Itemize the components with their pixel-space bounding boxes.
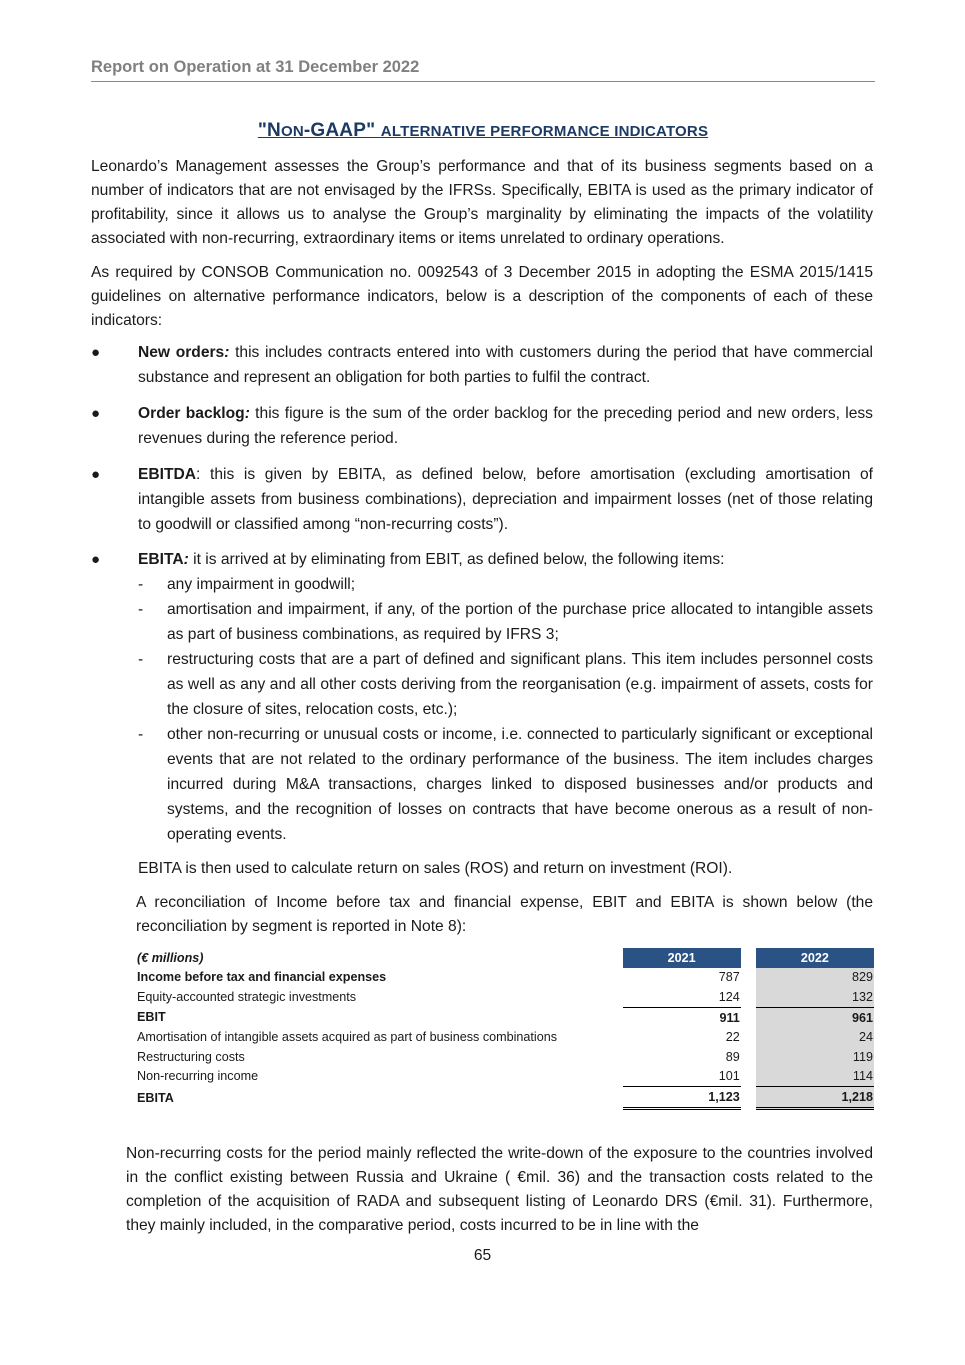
- reconciliation-table: [136, 948, 874, 1110]
- table-total-row: [136, 1086, 874, 1110]
- bullet-text: it is arrived at by eliminating from EBIT, as defined below, the following items:: [188, 551, 725, 568]
- title-small-caps-1: ON: [280, 123, 304, 140]
- value-2022: 24: [756, 1027, 874, 1047]
- bullet-sep: :: [196, 466, 201, 483]
- table-row: [136, 1067, 874, 1087]
- bullet-new-orders: [91, 340, 873, 390]
- bullet-dot: ●: [91, 466, 101, 483]
- bullet-ebita: [91, 547, 873, 572]
- value-2021: 787: [718, 970, 740, 985]
- dash-marker: -: [138, 726, 144, 743]
- bullet-term: New orders: [138, 344, 225, 361]
- bullet-ebitda: [91, 462, 873, 537]
- bullet-term: Order backlog: [138, 405, 245, 422]
- bullet-dot: ●: [91, 344, 101, 361]
- col-header-2022: 2022: [756, 948, 874, 968]
- value-2022: 1,218: [756, 1086, 874, 1110]
- ebita-note: EBITA is then used to calculate return on sales (ROS) and return on investment (ROI).: [138, 860, 733, 877]
- value-2021: 911: [623, 1007, 741, 1028]
- section-title: [91, 120, 875, 142]
- bullet-text: this is given by EBITA, as defined below, before amortisation (excluding amortisation of intangible assets from business combinations), depreciation and impairment losses (net of those relating to goodwill or classified among “non-recurring costs”).: [138, 466, 873, 533]
- bullet-sep: :: [244, 405, 250, 422]
- bullet-dot: ●: [91, 405, 101, 422]
- table-row: [136, 1047, 874, 1067]
- row-label: Amortisation of intangible assets acquired as part of business combinations: [137, 1030, 558, 1045]
- bullet-term: EBITA: [138, 551, 184, 568]
- bullet-sep: :: [224, 344, 230, 361]
- row-label: Restructuring costs: [137, 1049, 245, 1064]
- sub-item-restructuring: [138, 647, 873, 722]
- report-header: Report on Operation at 31 December 2022: [91, 58, 875, 82]
- title-mid: -GAAP": [303, 120, 381, 141]
- sub-item-text: restructuring costs that are a part of defined and significant plans. This item includes personnel costs as well as any and all other costs deriving from the reorganisation (e.g. impairment of assets, costs for the closure of sites, relocation costs, etc.);: [167, 651, 873, 718]
- table-row: [136, 1027, 874, 1047]
- sub-item-text: other non-recurring or unusual costs or income, i.e. connected to particularly significant or exceptional events that are not related to the ordinary performance of the business. The item includes charges incurred during M&A transactions, charges linked to disposed businesses and/or products and systems, and the recognition of losses on contracts that have become onerous as a result of non-operating events.: [167, 726, 873, 843]
- value-2022: 114: [756, 1067, 874, 1087]
- value-2022: 961: [756, 1007, 874, 1028]
- sub-item-text: any impairment in goodwill;: [167, 576, 356, 593]
- value-2021: 124: [718, 989, 740, 1004]
- sub-item-goodwill: [138, 572, 873, 597]
- bullet-sep: :: [183, 551, 189, 568]
- page-number: 65: [473, 1247, 492, 1264]
- sub-item-text: amortisation and impairment, if any, of the portion of the purchase price allocated to intangible assets as part of business combinations, as required by IFRS 3;: [167, 601, 873, 643]
- title-prefix: "N: [257, 120, 281, 141]
- table-row: [136, 1007, 874, 1028]
- value-2021: 101: [718, 1069, 740, 1084]
- value-2021: 1,123: [623, 1086, 741, 1110]
- sub-item-non-recurring: [138, 722, 873, 847]
- consob-paragraph: As required by CONSOB Communication no. 0092543 of 3 December 2015 in adopting the ESMA 2015/1415 guidelines on alternative performance indicators, below is a description of the components of each of these indicators:: [91, 264, 873, 329]
- dash-marker: -: [138, 576, 144, 593]
- table-row: [136, 968, 874, 988]
- value-2022: 119: [756, 1047, 874, 1067]
- dash-marker: -: [138, 601, 144, 618]
- row-label: Income before tax and financial expenses: [137, 970, 387, 985]
- bullet-term: EBITDA: [138, 466, 197, 483]
- sub-item-amortisation: [138, 597, 873, 647]
- unit-label: (€ millions): [137, 950, 204, 965]
- title-small-caps-2: ALTERNATIVE PERFORMANCE INDICATORS: [380, 123, 709, 140]
- value-2021: 89: [725, 1049, 740, 1064]
- intro-paragraph: Leonardo’s Management assesses the Group’s performance and that of its business segments based on a number of indicators that are not envisaged by the IFRSs. Specifically, EBITA is used as the primary indicator of profitability, since it allows us to analyse the Group’s marginality by eliminating the impacts of the volatility associated with non-recurring, extraordinary items or items unrelated to ordinary operations.: [91, 158, 873, 247]
- table-header-row: [136, 948, 874, 968]
- row-label: EBITA: [137, 1090, 174, 1105]
- dash-marker: -: [138, 651, 144, 668]
- table-row: [136, 987, 874, 1007]
- value-2021: 22: [725, 1030, 740, 1045]
- col-header-2021: 2021: [623, 948, 741, 968]
- bullet-text: this figure is the sum of the order backlog for the preceding period and new orders, less revenues during the reference period.: [138, 405, 873, 447]
- reconciliation-intro: A reconciliation of Income before tax and financial expense, EBIT and EBITA is shown below (the reconciliation by segment is reported in Note 8):: [136, 894, 873, 935]
- value-2022: 132: [756, 987, 874, 1007]
- row-label: EBIT: [137, 1010, 166, 1025]
- bullet-dot: ●: [91, 551, 101, 568]
- row-label: Non-recurring income: [137, 1069, 259, 1084]
- bullet-order-backlog: [91, 401, 873, 451]
- row-label: Equity-accounted strategic investments: [137, 989, 357, 1004]
- value-2022: 829: [756, 968, 874, 988]
- bullet-text: this includes contracts entered into with customers during the period that have commercial substance and represent an obligation for both parties to fulfil the contract.: [138, 344, 873, 386]
- closing-paragraph: Non-recurring costs for the period mainly reflected the write-down of the exposure to the countries involved in the conflict existing between Russia and Ukraine ( €mil. 36) and the transaction costs related to the completion of the acquisition of RADA and subsequent listing of Leonardo DRS (€mil. 31). Furthermore, they mainly included, in the comparative period, costs incurred to be in line with the: [126, 1145, 873, 1234]
